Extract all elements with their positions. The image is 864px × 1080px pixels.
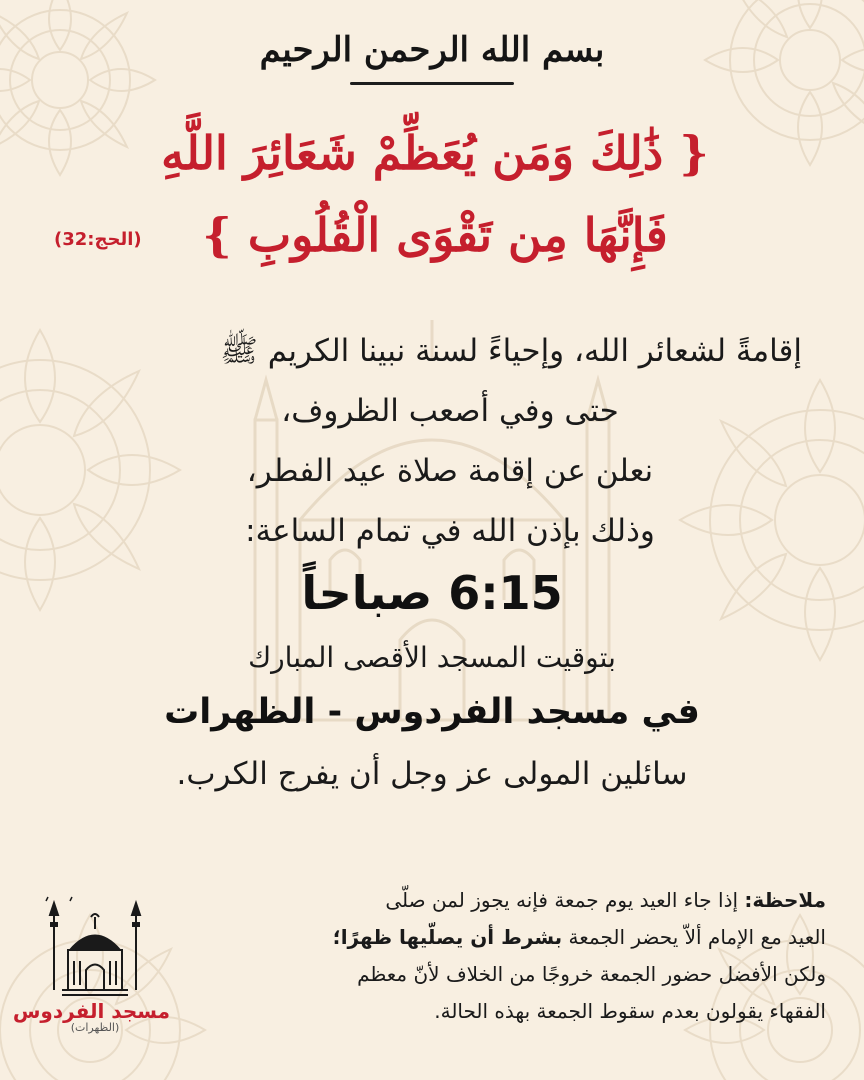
announcement-body xyxy=(70,321,830,561)
basmala-underline xyxy=(350,82,514,85)
mosque-logo xyxy=(12,895,170,1050)
verse-bracket-open: { xyxy=(679,126,709,180)
note-text-1: إذا جاء العيد يوم جمعة فإنه يجوز لمن صلّى xyxy=(385,888,739,912)
verse-text-2: فَإِنَّهَا مِن تَقْوَى الْقُلُوبِ xyxy=(247,208,668,262)
verse-bracket-close: } xyxy=(202,208,232,262)
time-zone-note: بتوقيت المسجد الأقصى المبارك xyxy=(248,641,616,674)
note-line-1 xyxy=(226,882,826,919)
verse-line-2 xyxy=(90,194,780,276)
logo-name: مسجد الفردوس xyxy=(12,999,170,1023)
note-line-3: ولكن الأفضل حضور الجمعة خروجًا من الخلاف لأنّ معظم xyxy=(357,962,826,986)
note-condition: بشرط أن يصلّيها ظهرًا؛ xyxy=(332,925,563,949)
body-line-3: نعلن عن إقامة صلاة عيد الفطر، xyxy=(246,453,654,489)
closing-prayer: سائلين المولى عز وجل أن يفرج الكرب. xyxy=(176,756,688,792)
note-line-2 xyxy=(226,919,826,956)
mosque-icon xyxy=(40,895,150,1003)
mosque-name: في مسجد الفردوس - الظهرات xyxy=(164,692,700,732)
quran-verse xyxy=(90,112,780,276)
basmala: بسم الله الرحمن الرحيم xyxy=(259,30,605,70)
logo-subtitle: (الظهرات) xyxy=(70,1021,120,1034)
note-text-2: العيد مع الإمام ألاّ يحضر الجمعة xyxy=(568,925,826,949)
note-block xyxy=(226,882,826,1030)
verse-reference: (الحج:32) xyxy=(54,229,142,250)
prayer-time: 6:15 صباحاً xyxy=(301,566,563,620)
note-line-4: الفقهاء يقولون بعدم سقوط الجمعة بهذه الحالة. xyxy=(434,999,826,1023)
body-line-4: وذلك بإذن الله في تمام الساعة: xyxy=(245,513,655,549)
verse-line-1 xyxy=(90,112,780,194)
note-title: ملاحظة: xyxy=(744,888,826,912)
body-line-1: إقامةً لشعائر الله، وإحياءً لسنة نبينا الكريم ﷺ xyxy=(220,333,802,369)
body-line-2: حتى وفي أصعب الظروف، xyxy=(281,393,619,429)
verse-text-1: ذَٰلِكَ وَمَن يُعَظِّمْ شَعَائِرَ اللَّهِ xyxy=(161,126,664,180)
